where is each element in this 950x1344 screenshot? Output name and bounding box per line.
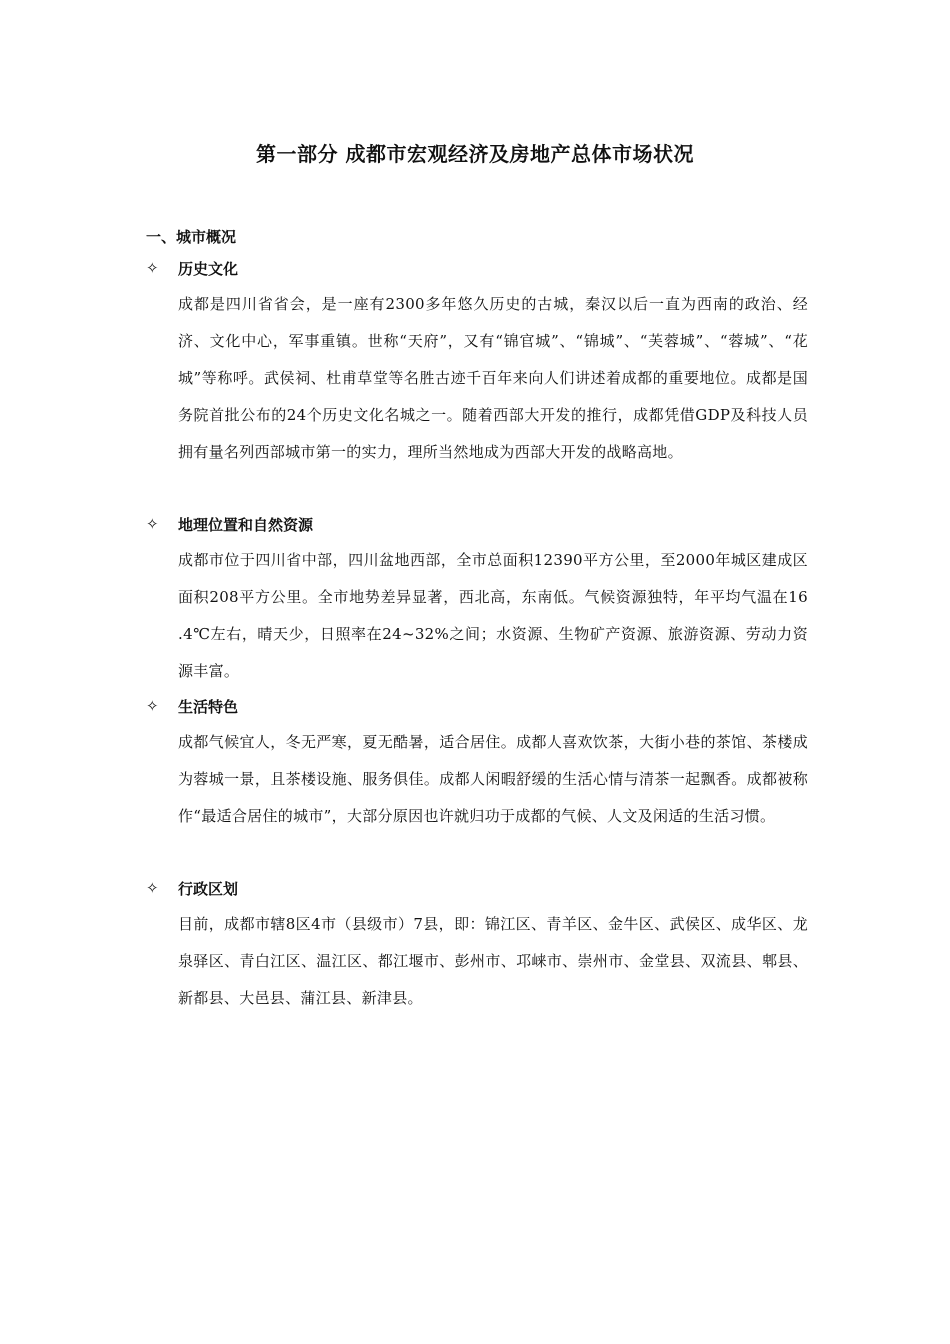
subsection-paragraph: 目前，成都市辖8区4市（县级市）7县，即：锦江区、青羊区、金牛区、武侯区、成华区、龙泉驿区、青白江区、温江区、都江堰市、彭州市、邛崃市、崇州市、金堂县、双流县、郫县、新都县、大邑县、蒲江县、新津县。 xyxy=(178,915,808,1007)
subsection-header xyxy=(146,694,826,718)
subsection-paragraph: 成都是四川省省会，是一座有2300多年悠久历史的古城，秦汉以后一直为西南的政治、经济、文化中心，军事重镇。世称“天府”，又有“锦官城”、“锦城”、“芙蓉城”、“蓉城”、“花城”等称呼。武侯祠、杜甫草堂等名胜古迹千百年来向人们讲述着成都的重要地位。成都是国务院首批公布的24个历史文化名城之一。随着西部大开发的推行，成都凭借GDP及科技人员拥有量名列西部城市第一的实力，理所当然地成为西部大开发的战略高地。 xyxy=(178,295,808,461)
subsection-geography-resources xyxy=(146,512,826,690)
subsection-title: 生活特色 xyxy=(178,697,239,716)
document-title: 第一部分 成都市宏观经济及房地产总体市场状况 xyxy=(256,142,694,166)
subsection-header xyxy=(146,256,826,280)
subsection-lifestyle xyxy=(146,694,826,835)
subsection-history-culture xyxy=(146,256,826,471)
diamond-bullet-icon: ✧ xyxy=(146,878,159,897)
diamond-bullet-icon: ✧ xyxy=(146,258,159,277)
diamond-bullet-icon: ✧ xyxy=(146,696,159,715)
subsection-title: 行政区划 xyxy=(178,879,239,898)
diamond-bullet-icon: ✧ xyxy=(146,514,159,533)
subsection-header xyxy=(146,512,826,536)
subsection-title: 地理位置和自然资源 xyxy=(178,515,314,534)
section-heading: 一、城市概况 xyxy=(146,228,237,246)
subsection-administrative-divisions xyxy=(146,876,826,1017)
subsection-paragraph: 成都市位于四川省中部，四川盆地西部，全市总面积12390平方公里，至2000年城区建成区面积208平方公里。全市地势差异显著，西北高，东南低。气候资源独特，年平均气温在16 .4℃左右，晴天少，日照率在24~32%之间；水资源、生物矿产资源、旅游资源、劳动力资源丰富。 xyxy=(178,551,808,680)
subsection-header xyxy=(146,876,826,900)
subsection-paragraph: 成都气候宜人，冬无严寒，夏无酷暑，适合居住。成都人喜欢饮茶，大街小巷的茶馆、茶楼成为蓉城一景，且茶楼设施、服务俱佳。成都人闲暇舒缓的生活心情与清茶一起飘香。成都被称作“最适合居住的城市”，大部分原因也许就归功于成都的气候、人文及闲适的生活习惯。 xyxy=(178,733,808,825)
subsection-title: 历史文化 xyxy=(178,259,239,278)
